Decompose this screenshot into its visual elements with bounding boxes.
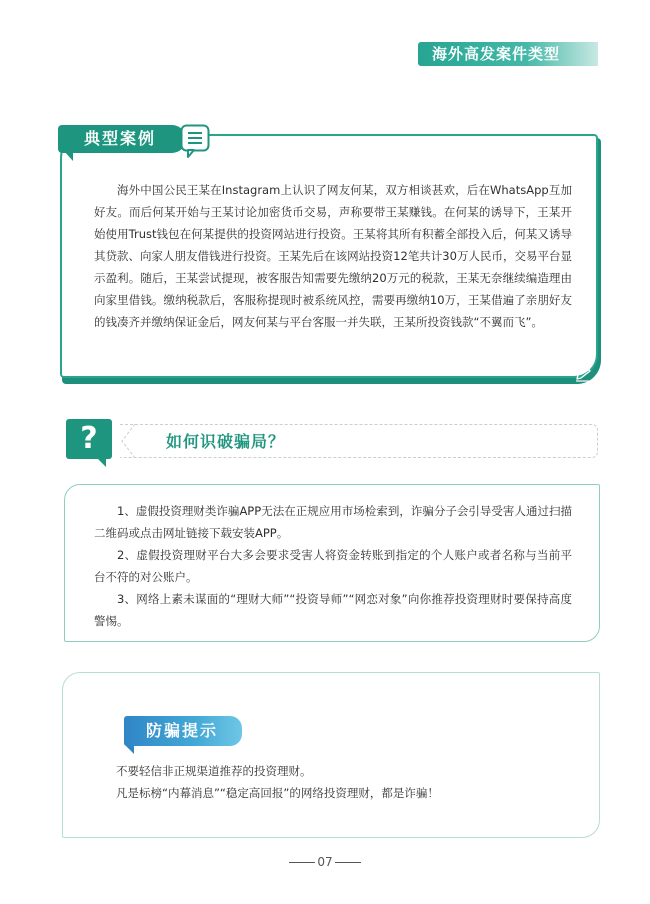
page-number [0,854,650,870]
identify-item: 1、虚假投资理财类诈骗APP无法在正规应用市场检索到，诈骗分子会引导受害人通过扫描二维码或点击网址链接下载安装APP。 [94,504,572,540]
identify-title: 如何识破骗局？ [166,432,286,451]
tips-text [116,760,556,804]
tips-box [62,672,600,838]
identify-list [94,500,572,632]
question-mark-icon: ? [80,421,98,456]
tips-line: 不要轻信非正规渠道推荐的投资理财。 [116,764,312,778]
pencil-icon [574,366,594,382]
chevron-frame-icon [118,421,136,461]
tips-title: 防骗提示 [124,716,242,746]
section-header-tab: 海外高发案件类型 [418,42,598,66]
page-number-text: 07 [317,855,333,869]
tips-line: 凡是标榜“内幕消息”“稳定高回报”的网络投资理财，都是诈骗！ [116,786,439,800]
question-badge-pointer [96,457,106,467]
case-title: 典型案例 [58,125,186,153]
page-rule-right [335,862,361,863]
identify-item: 2、虚假投资理财平台大多会要求受害人将资金转账到指定的个人账户或者名称与当前平台不符的对公账户。 [94,548,572,584]
page-rule-left [289,862,315,863]
case-paragraph: 海外中国公民王某在Instagram上认识了网友何某，双方相谈甚欢，后在WhatsApp互加好友。而后何某开始与王某讨论加密货币交易，声称要带王某赚钱。在何某的诱导下，王某开始使用Trust钱包在何某提供的投资网站进行投资。王某将其所有积蓄全部投入后，何某又诱导其贷款、向家人朋友借钱进行投资。王某先后在该网站投资12笔共计30万人民币，交易平台显示盈利。随后，王某尝试提现，被客服告知需要先缴纳20万元的税款，王某无奈继续编造理由向家里借钱。缴纳税款后，客服称提现时被系统风控，需要再缴纳10万，王某借遍了亲朋好友的钱凑齐并缴纳保证金后，网友何某与平台客服一并失联，王某所投资钱款“不翼而飞”。 [94,183,572,329]
document-list-icon [180,124,210,158]
identify-item: 3、网络上素未谋面的“理财大师”“投资导师”“网恋对象”向你推荐投资理财时要保持高度警惕。 [94,592,572,628]
